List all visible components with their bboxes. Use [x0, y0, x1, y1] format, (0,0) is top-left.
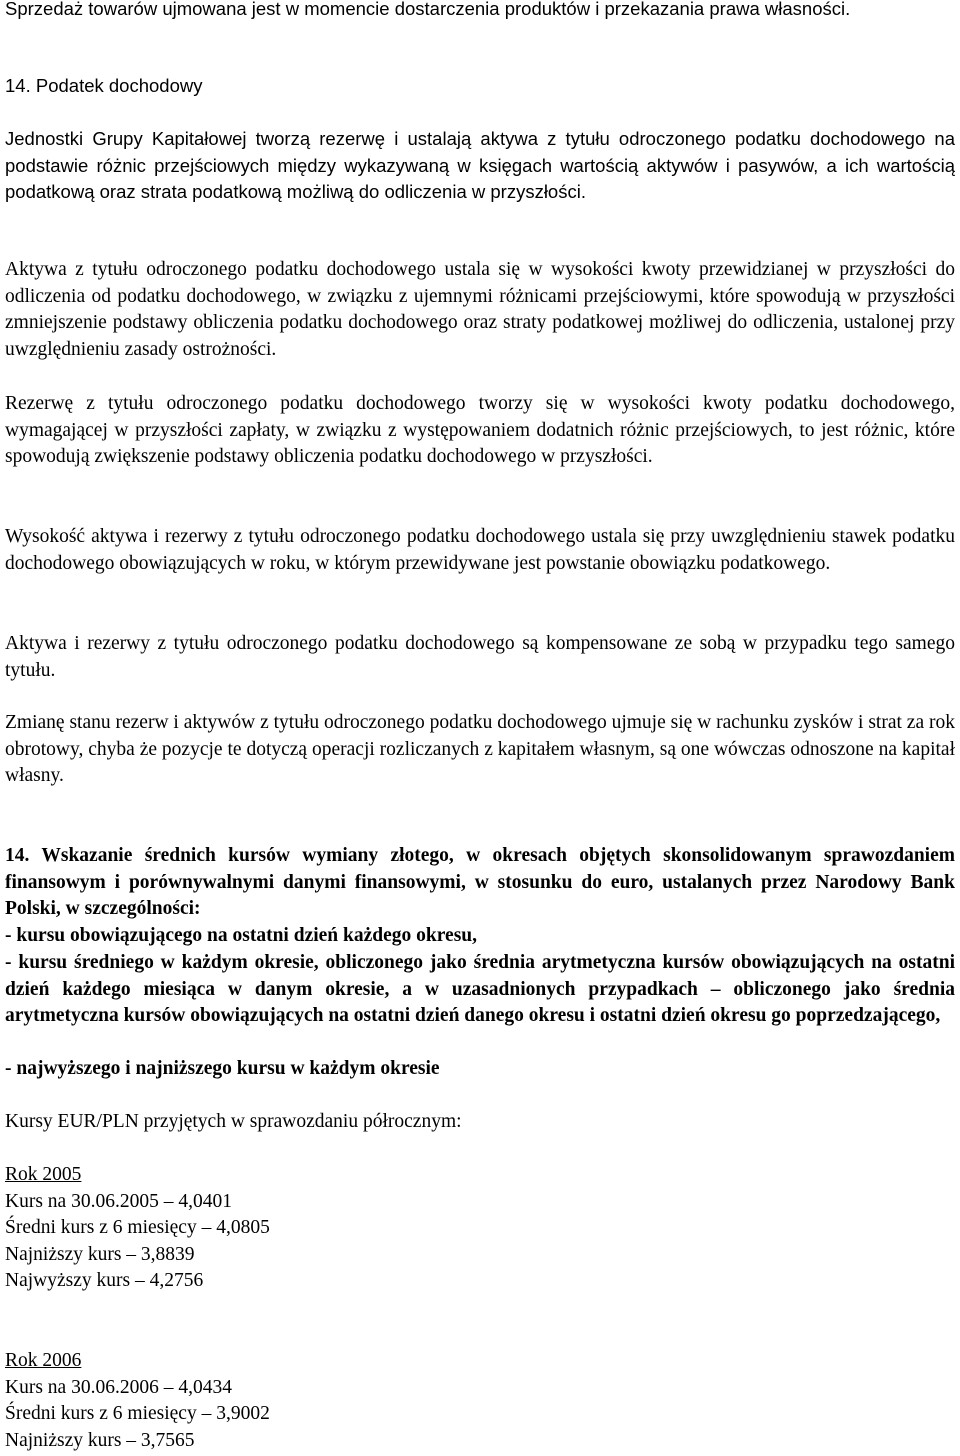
year-2006-block — [5, 1348, 955, 1454]
year-2005-rate-average: Średni kurs z 6 miesięcy – 4,0805 — [5, 1217, 270, 1238]
year-2006-rate-min: Najniższy kurs – 3,7565 — [5, 1429, 195, 1451]
year-2005-label: Rok 2005 — [5, 1164, 82, 1185]
year-2006-rate-average: Średni kurs z 6 miesięcy – 3,9002 — [5, 1403, 270, 1424]
year-2005-rate-max: Najwyższy kurs – 4,2756 — [5, 1270, 204, 1291]
tax-paragraph-3: Rezerwę z tytułu odroczonego podatku dochodowego tworzy się w wysokości kwoty podatku dochodowego, wymagającej w przyszłości zapłaty, w związku z występowaniem dodatnich różnic przejściowych, to jest różnic, które spowodują zwiększenie podstawy obliczenia podatku dochodowego w przyszłości. — [5, 393, 955, 467]
section-tax-number: 14. — [5, 75, 31, 96]
rates-bullet-3: - najwyższego i najniższego kursu w każdym okresie — [5, 1058, 440, 1079]
tax-paragraph-6: Zmianę stanu rezerw i aktywów z tytułu odroczonego podatku dochodowego ujmuje się w rachunku zysków i strat za rok obrotowy, chyba że pozycje te dotyczą operacji rozliczanych z kapitałem własnym, są one wówczas odnoszone na kapitał własny. — [5, 712, 955, 786]
year-2006-rate-end: Kurs na 30.06.2006 – 4,0434 — [5, 1376, 232, 1398]
year-2005-rate-min: Najniższy kurs – 3,8839 — [5, 1243, 195, 1265]
rates-bullet-2: - kursu średniego w każdym okresie, obliczonego jako średnia arytmetyczna kursów obowiązujących na ostatni dzień każdego miesiąca w danym okresie, a w uzasadnionych przypadkach – obliczonego jako średnia arytmetyczna kursów obowiązujących na ostatni dzień danego okresu i ostatni dzień okresu go poprzedzającego, — [5, 952, 955, 1026]
section-tax-heading — [5, 73, 955, 100]
rates-heading: 14. Wskazanie średnich kursów wymiany złotego, w okresach objętych skonsolidowanym sprawozdaniem finansowym i porównywalnymi danymi finansowymi, w stosunku do euro, ustalanych przez Narodowy Bank Polski, w szczególności: — [5, 845, 955, 919]
year-2005-rate-end: Kurs na 30.06.2005 – 4,0401 — [5, 1190, 232, 1212]
year-2006-label: Rok 2006 — [5, 1350, 82, 1371]
section-tax-title: Podatek dochodowy — [35, 75, 203, 96]
rates-intro: Kursy EUR/PLN przyjętych w sprawozdaniu półrocznym: — [5, 1111, 462, 1132]
intro-paragraph: Sprzedaż towarów ujmowana jest w momencie dostarczenia produktów i przekazania prawa własności. — [5, 0, 851, 19]
year-2005-block — [5, 1162, 955, 1295]
tax-paragraph-5: Aktywa i rezerwy z tytułu odroczonego podatku dochodowego są kompensowane ze sobą w przypadku tego samego tytułu. — [5, 633, 955, 681]
tax-paragraph-2: Aktywa z tytułu odroczonego podatku dochodowego ustala się w wysokości kwoty przewidzianej w przyszłości do odliczenia od podatku dochodowego, w związku z ujemnymi różnicami przejściowymi, które spowodują w przyszłości zmniejszenie podstawy obliczenia podatku dochodowego oraz straty podatkowej możliwej do odliczenia, ustalonej przy uwzględnieniu zasady ostrożności. — [5, 259, 955, 360]
tax-paragraph-4: Wysokość aktywa i rezerwy z tytułu odroczonego podatku dochodowego ustala się przy uwzględnieniu stawek podatku dochodowego obowiązujących w roku, w którym przewidywane jest powstanie obowiązku podatkowego. — [5, 526, 955, 574]
tax-paragraph-1: Jednostki Grupy Kapitałowej tworzą rezerwę i ustalają aktywa z tytułu odroczonego podatku dochodowego na podstawie różnic przejściowych między wykazywaną w księgach wartością aktywów i pasywów, a ich wartością podatkową oraz strata podatkową możliwą do odliczenia w przyszłości. — [5, 128, 955, 202]
rates-bullet-1: - kursu obowiązującego na ostatni dzień każdego okresu, — [5, 925, 478, 946]
